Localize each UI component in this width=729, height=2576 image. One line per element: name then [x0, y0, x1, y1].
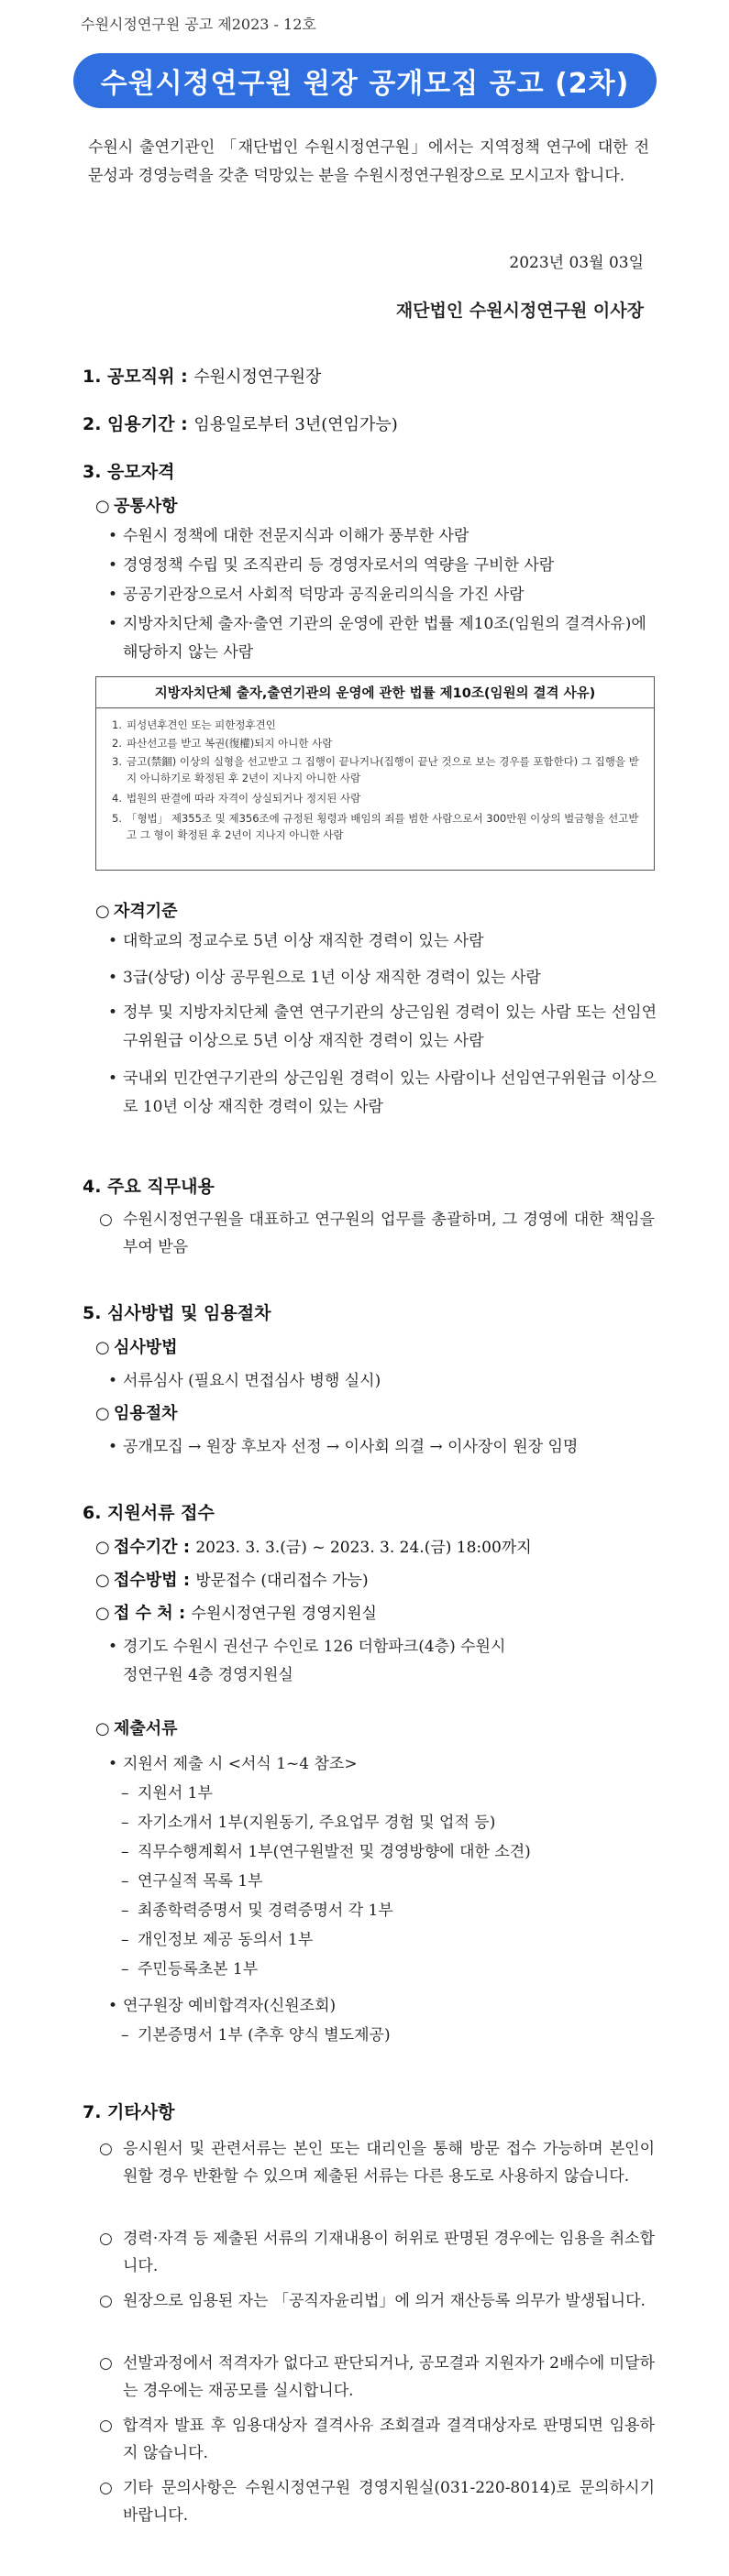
circle-marker: ○	[99, 2292, 113, 2310]
circle-marker: ○	[99, 2479, 113, 2497]
circle-marker: ○	[99, 2140, 113, 2158]
note-text: 선발과정에서 적격자가 없다고 판단되거나, 공모결과 지원자가 2배수에 미달하는 경우에는 재공모를 실시합니다.	[123, 2354, 655, 2400]
sub-list-item: – 최종학력증명서 및 경력증명서 각 1부	[138, 1897, 651, 1925]
box-item-text: 피성년후견인 또는 피한정후견인	[127, 718, 276, 731]
subsection-label: 접수기간 :	[114, 1538, 191, 1557]
section-duties: 4. 주요 직무내용	[83, 1177, 215, 1197]
note-text: 경력·자격 등 제출된 서류의 기재내용이 허위로 판명된 경우에는 임용을 취소합니다.	[123, 2230, 655, 2275]
other-item	[95, 2287, 655, 2315]
note-text: 응시원서 및 관련서류는 본인 또는 대리인을 통해 방문 접수 가능하며 본인이 원할 경우 반환할 수 있으며 제출된 서류는 다른 용도로 사용하지 않습니다.	[123, 2140, 655, 2186]
box-item-number: 3.	[112, 755, 122, 768]
sub-list-item: – 주민등록초본 1부	[138, 1956, 651, 1984]
other-item	[95, 2412, 655, 2467]
issuer-name: 재단법인 수원시정연구원 이사장	[395, 301, 644, 321]
other-item	[95, 2135, 655, 2190]
subsection-label: 자격기준	[114, 902, 178, 921]
section-label: 2. 임용기간 :	[83, 414, 188, 434]
box-item-number: 2.	[112, 737, 122, 750]
circle-marker: ○	[95, 1571, 110, 1590]
box-item	[112, 735, 644, 751]
section-term	[83, 411, 398, 435]
list-item: • 지원서 제출 시 <서식 1~4 참조>	[123, 1750, 657, 1779]
circle-marker: ○	[95, 902, 110, 921]
subsection-documents	[95, 1716, 178, 1739]
subsection-label: 접수방법 :	[114, 1571, 191, 1590]
circle-marker: ○	[99, 2354, 113, 2373]
list-item: • 서류심사 (필요시 면접심사 병행 실시)	[123, 1367, 657, 1396]
notice-date: 2023년 03월 03일	[509, 254, 644, 272]
box-item	[112, 790, 644, 806]
subsection-value: 2023. 3. 3.(금) ~ 2023. 3. 24.(금) 18:00까지	[195, 1539, 532, 1557]
circle-marker: ○	[95, 1719, 110, 1738]
sub-list-item: – 연구실적 목록 1부	[138, 1868, 651, 1896]
subsection-procedure	[95, 1400, 178, 1424]
note-text: 원장으로 임용된 자는 「공직자윤리법」에 의거 재산등록 의무가 발생됩니다.	[123, 2292, 646, 2310]
subsection-method	[95, 1334, 178, 1358]
subsection-period	[95, 1534, 532, 1558]
circle-marker: ○	[95, 1604, 110, 1623]
list-item: • 공공기관장으로서 사회적 덕망과 공직윤리의식을 가진 사람	[123, 581, 657, 609]
section-value: 임용일로부터 3년(연임가능)	[193, 415, 398, 434]
other-item	[95, 2474, 655, 2529]
circle-marker: ○	[95, 1404, 110, 1423]
sub-list-item: – 지원서 1부	[138, 1780, 651, 1808]
section-others: 7. 기타사항	[83, 2102, 175, 2122]
list-item: • 지방자치단체 출자·출연 기관의 운영에 관한 법률 제10조(임원의 결격사유)에 해당하지 않는 사람	[123, 610, 657, 667]
subsection-common	[95, 493, 178, 517]
address-item: • 경기도 수원시 권선구 수인로 126 더함파크(4층) 수원시정연구원 4층 경영지원실	[123, 1633, 517, 1690]
list-item: • 연구원장 예비합격자(신원조회)	[123, 1992, 657, 2021]
notice-number: 수원시정연구원 공고 제2023 - 12호	[81, 16, 316, 33]
list-item: • 대학교의 정교수로 5년 이상 재직한 경력이 있는 사람	[123, 927, 657, 956]
subsection-value: 방문접수 (대리접수 가능)	[195, 1572, 369, 1590]
note-text: 기타 문의사항은 수원시정연구원 경영지원실(031-220-8014)로 문의하시기 바랍니다.	[123, 2479, 655, 2525]
box-item-text: 「형법」 제355조 및 제356조에 규정된 횡령과 배임의 죄를 범한 사람으로서 300만원 이상의 벌금형을 선고받고 그 형이 확정된 후 2년이 지나지 아니한 사람	[127, 812, 639, 841]
list-item: • 경영정책 수립 및 조직관리 등 경영자로서의 역량을 구비한 사람	[123, 552, 657, 580]
section-qualifications: 3. 응모자격	[83, 462, 175, 482]
other-item	[95, 2350, 655, 2405]
subsection-label: 심사방법	[114, 1338, 178, 1357]
disqualification-box-title: 지방자치단체 출자,출연기관의 운영에 관한 법률 제10조(임원의 결격 사유)	[95, 676, 655, 708]
box-item-number: 4.	[112, 792, 122, 805]
note-text: 합격자 발표 후 임용대상자 결격사유 조회결과 결격대상자로 판명되면 임용하지 않습니다.	[123, 2417, 655, 2462]
box-item	[112, 717, 644, 733]
subsection-method	[95, 1567, 369, 1591]
list-item: • 3급(상당) 이상 공무원으로 1년 이상 재직한 경력이 있는 사람	[123, 964, 657, 992]
subsection-criteria	[95, 898, 178, 922]
other-item	[95, 2225, 655, 2280]
circle-marker: ○	[99, 2417, 113, 2435]
subsection-value: 수원시정연구원 경영지원실	[191, 1605, 377, 1623]
box-item	[112, 753, 644, 786]
box-item-text: 법원의 판결에 따라 자격이 상실되거나 정지된 사람	[127, 792, 361, 805]
box-item	[112, 810, 644, 843]
intro-paragraph: 수원시 출연기관인 「재단법인 수원시정연구원」에서는 지역정책 연구에 대한 전문성과 경영능력을 갖춘 덕망있는 분을 수원시정연구원장으로 모시고자 합니다.	[88, 138, 649, 185]
circle-marker: ○	[99, 2230, 113, 2248]
list-item: • 수원시 정책에 대한 전문지식과 이해가 풍부한 사람	[123, 522, 657, 551]
list-item: • 정부 및 지방자치단체 출연 연구기관의 상근임원 경력이 있는 사람 또는 선임연구위원급 이상으로 5년 이상 재직한 경력이 있는 사람	[123, 999, 657, 1056]
subsection-label: 제출서류	[114, 1719, 178, 1738]
section-value: 수원시정연구원장	[193, 367, 322, 387]
section-position	[83, 363, 321, 388]
box-item-number: 5.	[112, 812, 122, 825]
page-title: 수원시정연구원 원장 공개모집 공고 (2차)	[100, 68, 630, 100]
duties-text	[95, 1206, 655, 1261]
subsection-label: 임용절차	[114, 1404, 178, 1423]
section-label: 1. 공모직위 :	[83, 367, 188, 387]
box-item-number: 1.	[112, 718, 122, 731]
note-text: 수원시정연구원을 대표하고 연구원의 업무를 총괄하며, 그 경영에 대한 책임을 부여 받음	[123, 1211, 655, 1256]
circle-marker: ○	[95, 1538, 110, 1557]
sub-list-item: – 개인정보 제공 동의서 1부	[138, 1926, 651, 1955]
section-screening: 5. 심사방법 및 임용절차	[83, 1303, 271, 1323]
circle-marker: ○	[95, 497, 110, 516]
circle-marker: ○	[95, 1338, 110, 1357]
circle-marker: ○	[99, 1211, 113, 1229]
list-item: • 공개모집 → 원장 후보자 선정 → 이사회 의결 → 이사장이 원장 임명	[123, 1433, 657, 1462]
subsection-label: 접 수 처 :	[114, 1604, 186, 1623]
sub-list-item: – 자기소개서 1부(지원동기, 주요업무 경험 및 업적 등)	[138, 1809, 651, 1837]
subsection-place	[95, 1600, 377, 1624]
subsection-label: 공통사항	[114, 497, 178, 516]
list-item: • 국내외 민간연구기관의 상근임원 경력이 있는 사람이나 선임연구위원급 이상으로 10년 이상 재직한 경력이 있는 사람	[123, 1065, 657, 1122]
box-item-text: 파산선고를 받고 복권(復權)되지 아니한 사람	[127, 737, 333, 750]
sub-list-item: – 직무수행계획서 1부(연구원발전 및 경영방향에 대한 소견)	[138, 1838, 651, 1867]
box-item-text: 금고(禁錮) 이상의 실형을 선고받고 그 집행이 끝나거나(집행이 끝난 것으로 보는 경우를 포함한다) 그 집행을 받지 아니하기로 확정된 후 2년이 지나지 아니한 사람	[127, 755, 639, 784]
section-application: 6. 지원서류 접수	[83, 1503, 215, 1523]
sub-list-item: – 기본증명서 1부 (추후 양식 별도제공)	[138, 2022, 651, 2050]
title-banner	[73, 53, 657, 108]
